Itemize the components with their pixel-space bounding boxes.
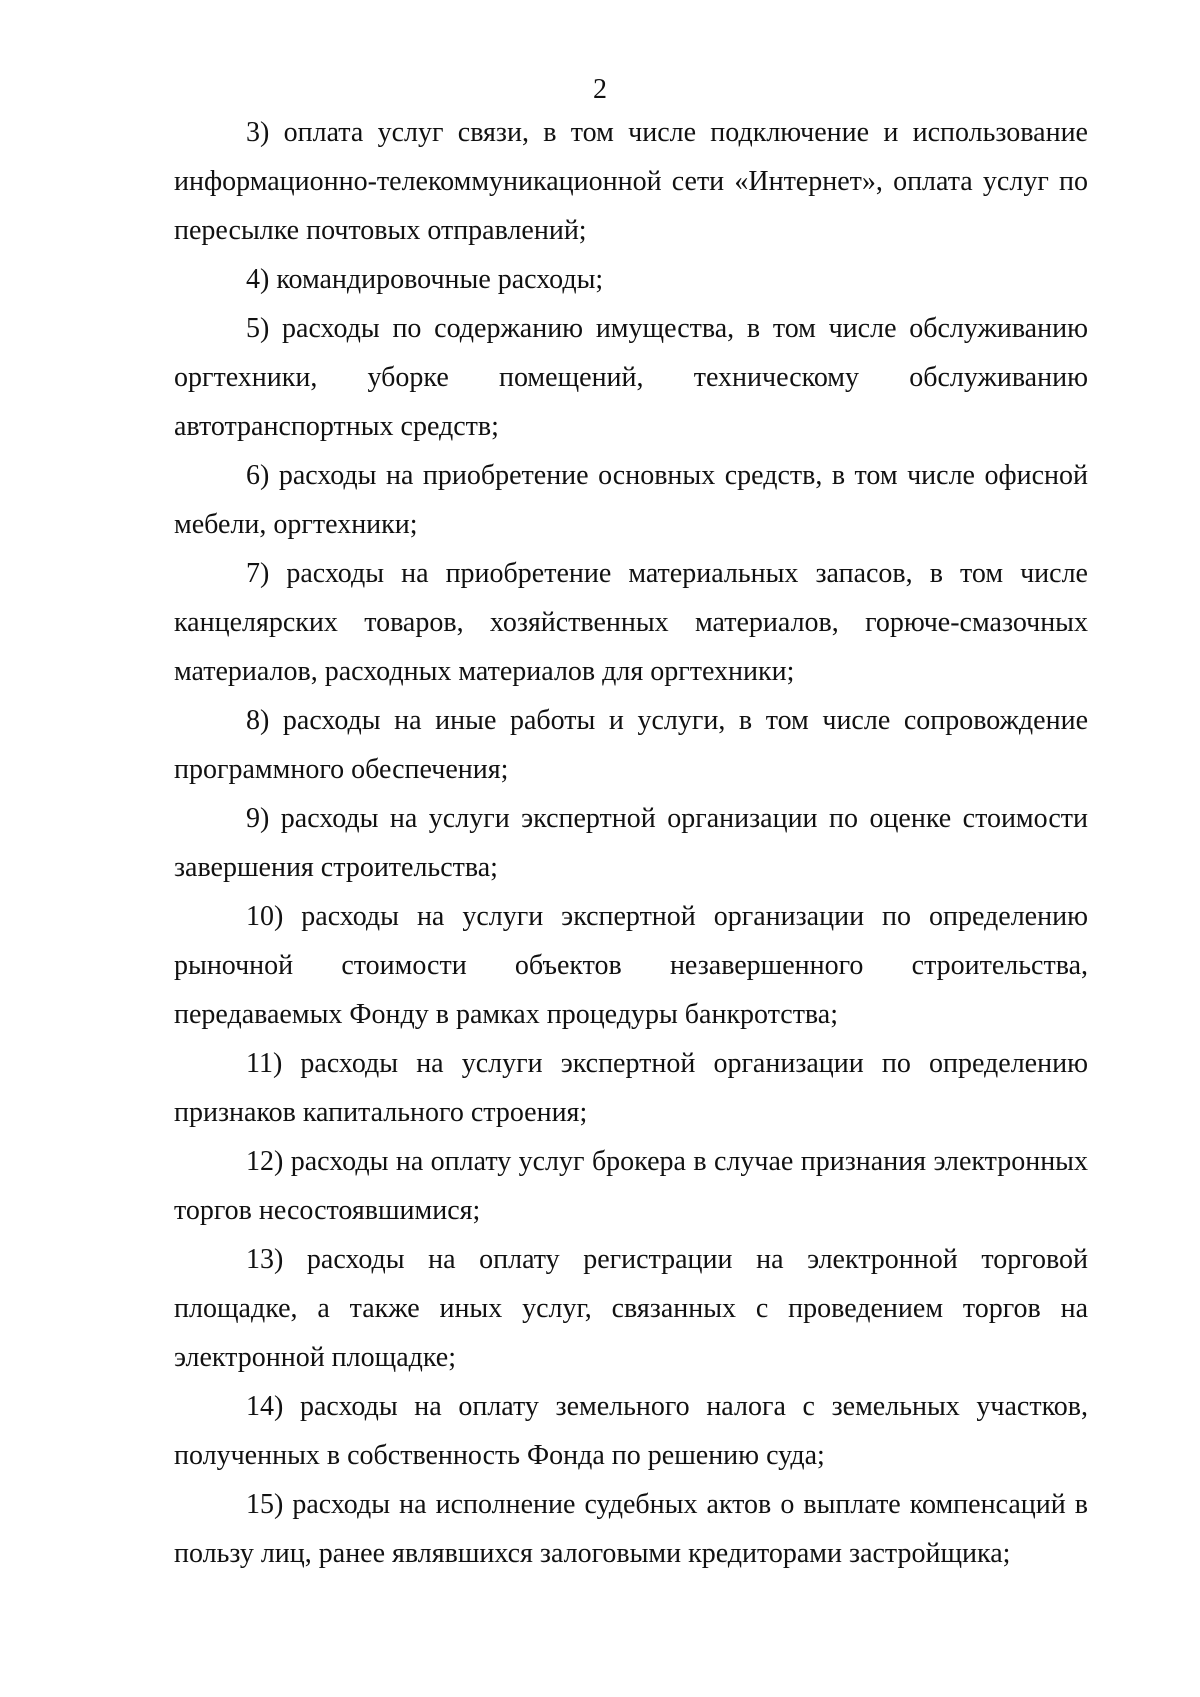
list-item-7: 7) расходы на приобретение материальных запасов, в том числе канцелярских товаров, хозяйственных материалов, горюче-смазочных материалов, расходных материалов для оргтехники;	[174, 558, 1088, 687]
list-item-11: 11) расходы на услуги экспертной организации по определению признаков капитального строения;	[174, 1048, 1088, 1128]
list-item-10: 10) расходы на услуги экспертной организации по определению рыночной стоимости объектов незавершенного строительства, передаваемых Фонду в рамках процедуры банкротства;	[174, 901, 1088, 1030]
list-item-14: 14) расходы на оплату земельного налога с земельных участков, полученных в собственность Фонда по решению суда;	[174, 1391, 1088, 1471]
list-item-13: 13) расходы на оплату регистрации на электронной торговой площадке, а также иных услуг, связанных с проведением торгов на электронной площадке;	[174, 1244, 1088, 1373]
list-item-4: 4) командировочные расходы;	[246, 264, 604, 295]
page-number: 2	[593, 74, 607, 105]
list-item-6: 6) расходы на приобретение основных средств, в том числе офисной мебели, оргтехники;	[174, 460, 1088, 540]
list-item-8: 8) расходы на иные работы и услуги, в том числе сопровождение программного обеспечения;	[174, 705, 1088, 785]
list-item-12: 12) расходы на оплату услуг брокера в случае признания электронных торгов несостоявшимися;	[174, 1146, 1088, 1226]
list-item-15: 15) расходы на исполнение судебных актов о выплате компенсаций в пользу лиц, ранее являвшихся залоговыми кредиторами застройщика;	[174, 1489, 1088, 1569]
list-item-3: 3) оплата услуг связи, в том числе подключение и использование информационно-телекоммуникационной сети «Интернет», оплата услуг по пересылке почтовых отправлений;	[174, 117, 1088, 246]
list-item-9: 9) расходы на услуги экспертной организации по оценке стоимости завершения строительства;	[174, 803, 1088, 883]
list-item-5: 5) расходы по содержанию имущества, в том числе обслуживанию оргтехники, уборке помещений, техническому обслуживанию автотранспортных средств;	[174, 313, 1088, 442]
document-body	[174, 108, 1088, 1578]
